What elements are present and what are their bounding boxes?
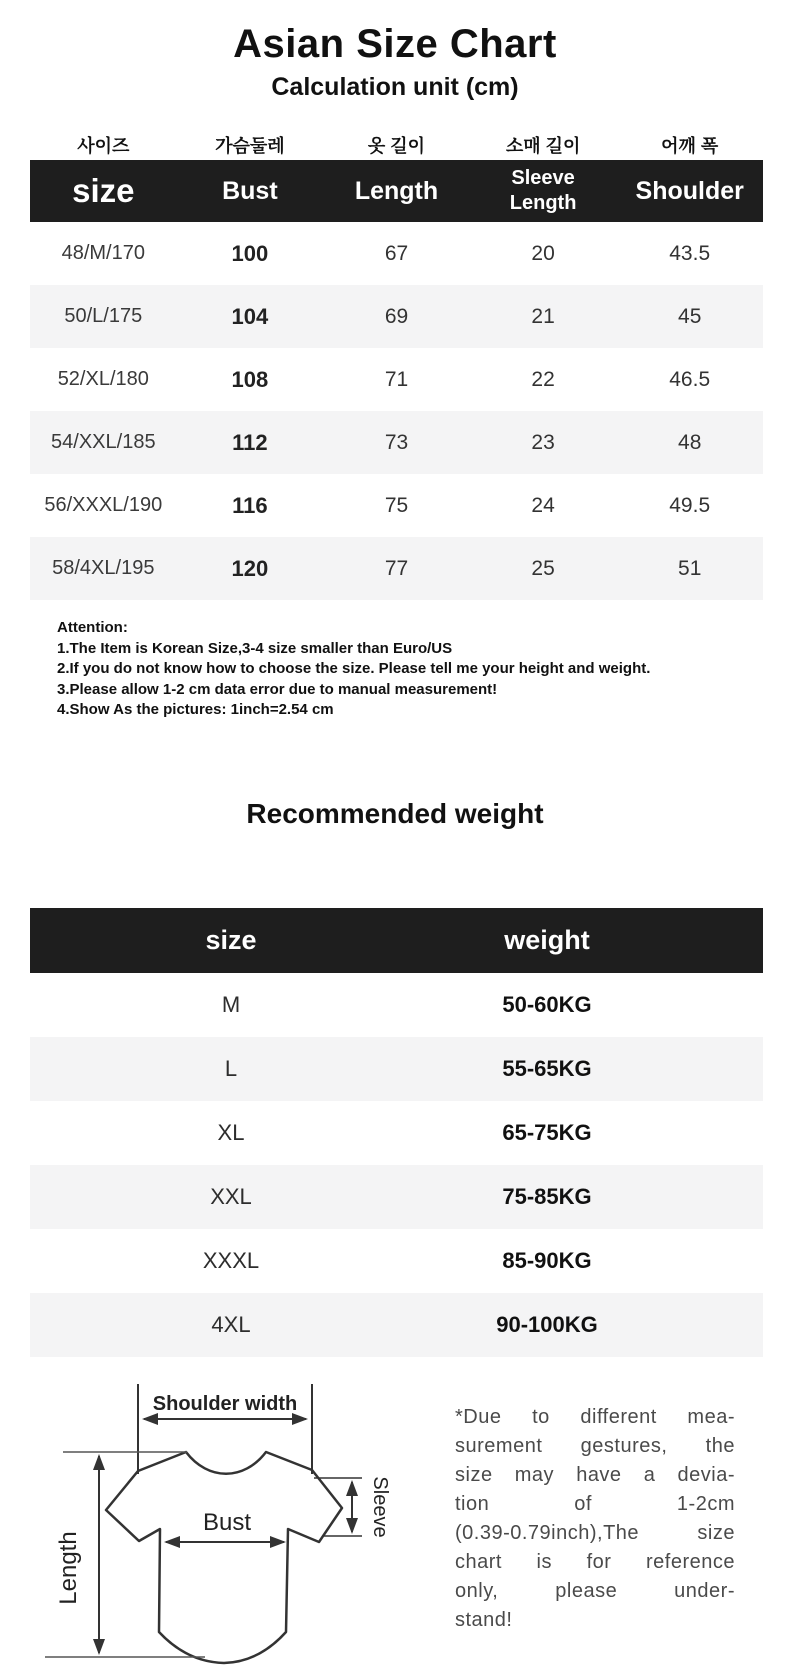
row-sleeve: 23 <box>531 430 555 454</box>
size-table-header <box>30 160 763 222</box>
table-row <box>30 285 763 348</box>
shoulder-width-label: Shoulder width <box>152 1393 298 1415</box>
weight-row <box>30 1165 763 1229</box>
weight-row-size: L <box>224 1056 238 1081</box>
row-bust: 112 <box>232 429 268 455</box>
note-line: tion of 1-2cm <box>455 1493 735 1515</box>
row-size: 48/M/170 <box>61 242 145 264</box>
row-shoulder: 43.5 <box>669 241 711 265</box>
deviation-note <box>455 1403 735 1635</box>
note-line: stand! <box>455 1609 513 1631</box>
row-bust: 104 <box>231 303 269 329</box>
row-size: 58/4XL/195 <box>52 557 155 579</box>
table-row <box>30 222 763 285</box>
row-shoulder: 51 <box>678 556 702 580</box>
attention-line: 1.The Item is Korean Size,3-4 size smaller than Euro/US <box>57 639 453 657</box>
weight-row-weight: 50-60KG <box>502 992 592 1017</box>
row-length: 71 <box>384 367 409 391</box>
table-row <box>30 411 763 474</box>
table-row <box>30 474 763 537</box>
row-bust: 116 <box>232 492 268 518</box>
attention-heading: Attention: <box>57 619 128 636</box>
row-length: 75 <box>384 493 409 517</box>
note-line: surement gestures, the <box>455 1435 735 1457</box>
row-length: 77 <box>384 556 409 580</box>
weight-row-weight: 65-75KG <box>502 1120 592 1145</box>
header-shoulder: Shoulder <box>635 176 744 205</box>
weight-row <box>30 1229 763 1293</box>
row-length: 69 <box>384 304 409 328</box>
weight-row-weight: 55-65KG <box>502 1056 592 1081</box>
tshirt-measurement-diagram <box>20 1378 440 1678</box>
weight-row <box>30 1293 763 1357</box>
row-shoulder: 46.5 <box>669 367 711 391</box>
row-sleeve: 25 <box>531 556 555 580</box>
header-sleeve-line1: Sleeve <box>511 167 575 189</box>
row-shoulder: 48 <box>678 430 702 454</box>
row-bust: 120 <box>231 555 269 581</box>
page-title: Asian Size Chart <box>233 22 557 66</box>
note-line: chart is for reference <box>455 1551 735 1573</box>
korean-header-shoulder: 어깨 폭 <box>661 136 719 156</box>
row-size: 52/XL/180 <box>57 368 149 390</box>
note-line: size may have a devia- <box>455 1464 735 1486</box>
bust-label: Bust <box>202 1509 252 1536</box>
row-shoulder: 49.5 <box>669 493 711 517</box>
row-shoulder: 45 <box>678 304 702 328</box>
header-size: size <box>72 172 135 209</box>
header-length: Length <box>354 176 439 205</box>
row-bust: 100 <box>231 240 269 266</box>
row-size: 50/L/175 <box>64 305 143 327</box>
weight-row <box>30 973 763 1037</box>
weight-table <box>30 908 763 1357</box>
row-bust: 108 <box>231 366 269 392</box>
row-length: 67 <box>384 241 409 265</box>
row-sleeve: 24 <box>531 493 555 517</box>
weight-row-size: M <box>221 992 241 1017</box>
attention-line: 2.If you do not know how to choose the size. Please tell me your height and weight. <box>57 660 651 677</box>
row-size: 54/XXL/185 <box>51 431 156 453</box>
weight-row <box>30 1101 763 1165</box>
korean-header-size: 사이즈 <box>77 136 130 156</box>
length-label: Length <box>55 1531 82 1605</box>
header-bust: Bust <box>222 176 278 205</box>
unit-subtitle: Calculation unit (cm) <box>271 73 519 101</box>
header-sleeve-length <box>470 166 617 216</box>
sleeve-label: Sleeve <box>369 1476 391 1538</box>
weight-header-weight: weight <box>504 925 590 955</box>
header-sleeve-line2: Length <box>509 192 577 214</box>
weight-row-size: 4XL <box>211 1312 251 1337</box>
attention-notes <box>57 618 747 721</box>
weight-row-weight: 90-100KG <box>496 1312 598 1337</box>
korean-header-sleeve: 소매 길이 <box>505 136 581 156</box>
row-sleeve: 21 <box>531 304 555 328</box>
weight-row-weight: 75-85KG <box>502 1184 592 1209</box>
row-length: 73 <box>384 430 409 454</box>
weight-row-size: XXL <box>210 1184 252 1209</box>
weight-row-size: XL <box>217 1120 245 1145</box>
korean-header-bust: 가슴둘레 <box>215 136 285 156</box>
tshirt-outline <box>106 1452 342 1663</box>
attention-line: 3.Please allow 1-2 cm data error due to manual measurement! <box>57 680 498 698</box>
row-size: 56/XXXL/190 <box>44 494 163 516</box>
note-line: (0.39-0.79inch),The size <box>455 1522 735 1544</box>
weight-header-size: size <box>205 925 257 955</box>
row-sleeve: 20 <box>531 241 555 265</box>
note-line: *Due to different mea- <box>455 1406 735 1428</box>
weight-row-weight: 85-90KG <box>502 1248 592 1273</box>
weight-row <box>30 1037 763 1101</box>
row-sleeve: 22 <box>531 367 555 391</box>
attention-line: 4.Show As the pictures: 1inch=2.54 cm <box>57 701 334 718</box>
note-line: only, please under- <box>455 1580 735 1602</box>
table-row <box>30 348 763 411</box>
weight-row-size: XXXL <box>202 1248 260 1273</box>
size-table <box>30 160 763 600</box>
recommended-weight-heading: Recommended weight <box>246 798 544 829</box>
weight-table-header <box>30 908 763 973</box>
korean-header-row <box>30 128 763 158</box>
table-row <box>30 537 763 600</box>
korean-header-length: 옷 길이 <box>367 136 426 156</box>
